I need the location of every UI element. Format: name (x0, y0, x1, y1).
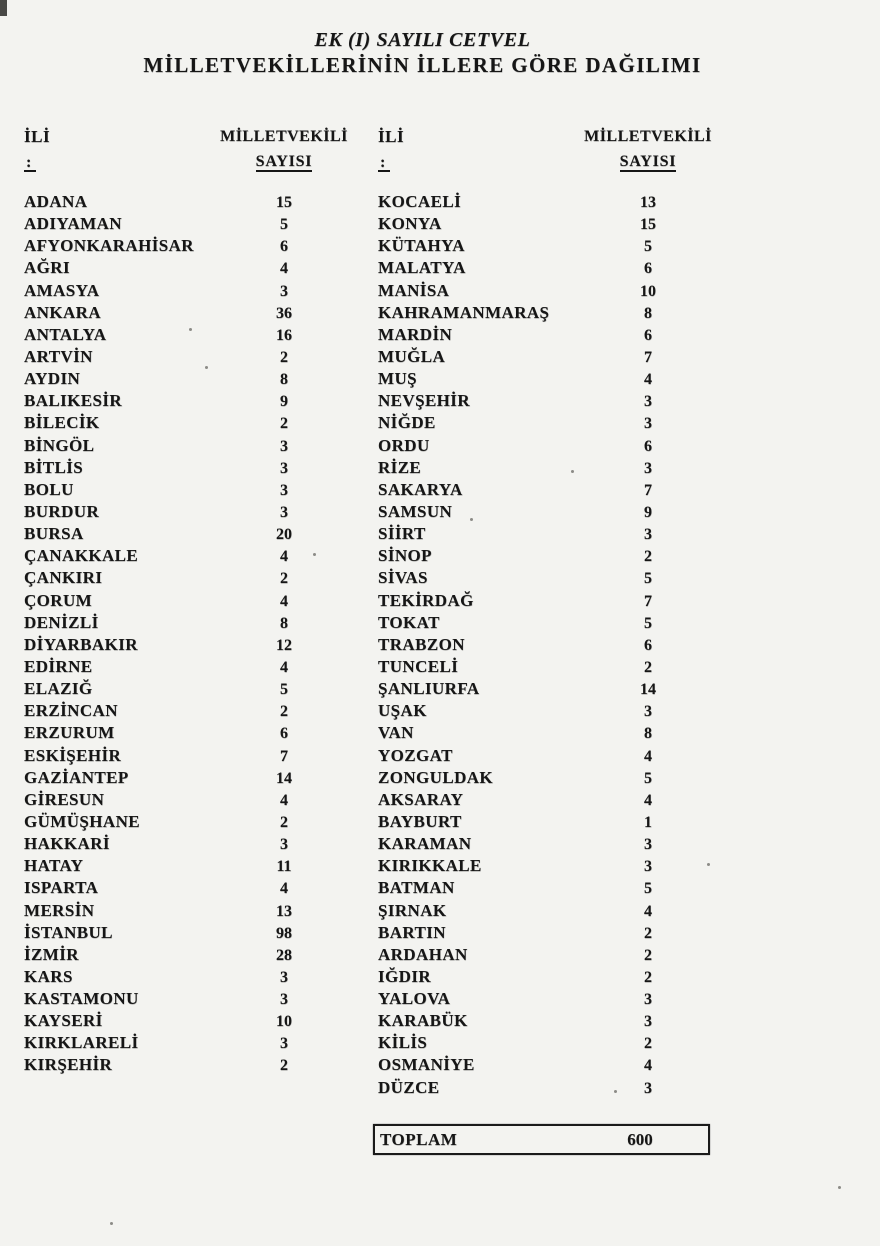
deputy-count: 2 (644, 548, 652, 566)
table-row (378, 413, 688, 435)
table-row (378, 945, 688, 967)
province-name: MARDİN (378, 324, 453, 344)
table-row (378, 679, 688, 701)
column-header-count-left (184, 124, 384, 174)
table-row (24, 258, 324, 280)
deputy-count: 3 (644, 858, 652, 876)
province-name: BİNGÖL (24, 435, 95, 455)
deputy-count: 36 (276, 304, 292, 322)
province-header-label: İLİ (378, 127, 405, 146)
deputy-count: 3 (644, 703, 652, 721)
province-name: ELAZIĞ (24, 679, 93, 699)
deputy-count: 4 (644, 902, 652, 920)
table-row (24, 480, 324, 502)
deputy-count: 3 (280, 282, 288, 300)
scan-speck (614, 1090, 617, 1093)
deputy-count: 3 (280, 1035, 288, 1053)
document-title-block (0, 28, 845, 77)
table-row (378, 258, 688, 280)
table-row (378, 192, 688, 214)
province-name: DİYARBAKIR (24, 634, 138, 654)
table-row (24, 967, 324, 989)
table-row (24, 1033, 324, 1055)
table-row (378, 591, 688, 613)
province-name: ANTALYA (24, 324, 107, 344)
table-row (24, 591, 324, 613)
deputy-count: 3 (644, 459, 652, 477)
table-row (24, 1055, 324, 1077)
deputy-count: 15 (640, 216, 656, 234)
province-name: MUĞLA (378, 346, 446, 366)
table-row (378, 281, 688, 303)
page-title: MİLLETVEKİLLERİNİN İLLERE GÖRE DAĞILIMI (143, 53, 702, 77)
province-name: VAN (378, 723, 414, 743)
column-header-count-right (548, 124, 748, 174)
deputy-count: 8 (644, 725, 652, 743)
total-value: 600 (627, 1130, 653, 1149)
deputy-count: 6 (644, 636, 652, 654)
table-row (378, 502, 688, 524)
table-row (24, 369, 324, 391)
table-row (378, 923, 688, 945)
column-header-province-left (24, 124, 50, 174)
province-name: ARDAHAN (378, 944, 468, 964)
province-name: KOCAELİ (378, 192, 462, 211)
table-row (24, 834, 324, 856)
province-name: ZONGULDAK (378, 767, 494, 787)
province-name: MANİSA (378, 280, 450, 300)
table-row (378, 236, 688, 258)
table-row (378, 480, 688, 502)
deputy-count: 5 (644, 570, 652, 588)
scan-speck (470, 518, 473, 521)
province-name: ESKİŞEHİR (24, 745, 122, 765)
deputy-count: 12 (276, 636, 292, 654)
table-row (378, 391, 688, 413)
table-row (24, 303, 324, 325)
table-row (378, 524, 688, 546)
deputy-count: 7 (280, 747, 288, 765)
deputy-count: 4 (644, 371, 652, 389)
deputy-count: 3 (644, 526, 652, 544)
deputy-count: 3 (280, 437, 288, 455)
deputy-count: 4 (280, 260, 288, 278)
table-row (24, 347, 324, 369)
table-row (378, 901, 688, 923)
province-name: KARS (24, 966, 73, 986)
deputy-count: 3 (280, 459, 288, 477)
province-name: KARABÜK (378, 1011, 468, 1031)
table-row (378, 856, 688, 878)
table-row (378, 635, 688, 657)
province-name: KIRKLARELİ (24, 1033, 139, 1053)
deputy-count: 3 (280, 968, 288, 986)
total-row (373, 1124, 710, 1155)
deputy-count: 28 (276, 946, 292, 964)
column-header-province-right (378, 124, 404, 174)
table-row (378, 1033, 688, 1055)
province-name: KASTAMONU (24, 989, 139, 1009)
table-row (378, 568, 688, 590)
province-name: AMASYA (24, 280, 100, 300)
province-name: NİĞDE (378, 413, 436, 433)
deputy-count: 4 (280, 658, 288, 676)
province-name: KAYSERİ (24, 1011, 103, 1031)
province-name: SİİRT (378, 524, 426, 544)
table-row (24, 812, 324, 834)
deputy-count: 3 (280, 503, 288, 521)
deputy-count: 4 (644, 1057, 652, 1075)
province-name: KIRIKKALE (378, 856, 482, 876)
table-row (378, 347, 688, 369)
province-header-label: İLİ (24, 127, 51, 146)
table-row (24, 192, 324, 214)
province-name: SİNOP (378, 546, 432, 566)
deputy-count: 15 (276, 194, 292, 211)
table-row (24, 502, 324, 524)
province-name: AYDIN (24, 369, 81, 389)
province-name: SAKARYA (378, 479, 463, 499)
annex-title: EK (I) SAYILI CETVEL (314, 29, 531, 51)
table-row (378, 546, 688, 568)
deputy-count: 2 (644, 946, 652, 964)
table-row (24, 989, 324, 1011)
table-row (378, 1011, 688, 1033)
province-name: ARTVİN (24, 346, 93, 366)
deputy-count: 4 (280, 880, 288, 898)
province-name: İZMİR (24, 944, 79, 964)
table-row (24, 281, 324, 303)
deputy-count: 2 (280, 415, 288, 433)
table-row (24, 613, 324, 635)
count-header-label: MİLLETVEKİLİ (220, 128, 348, 145)
province-name: BATMAN (378, 878, 455, 898)
table-row (378, 967, 688, 989)
deputy-count: 4 (644, 747, 652, 765)
deputy-count: 2 (644, 1035, 652, 1053)
province-name: YOZGAT (378, 745, 453, 765)
deputy-count: 5 (280, 681, 288, 699)
count-header-sublabel: SAYISI (619, 153, 677, 170)
province-name: BURSA (24, 524, 84, 544)
table-row (378, 790, 688, 812)
deputy-count: 8 (280, 614, 288, 632)
table-row (24, 701, 324, 723)
deputy-count: 6 (644, 260, 652, 278)
table-row (24, 878, 324, 900)
table-row (378, 303, 688, 325)
deputy-count: 5 (644, 880, 652, 898)
province-name: YALOVA (378, 989, 451, 1009)
deputy-count: 16 (276, 326, 292, 344)
deputy-count: 3 (644, 415, 652, 433)
province-name: BİLECİK (24, 413, 100, 433)
table-row (24, 945, 324, 967)
table-row (24, 635, 324, 657)
province-name: KAHRAMANMARAŞ (378, 302, 550, 322)
deputy-count: 3 (644, 836, 652, 854)
deputy-count: 7 (644, 348, 652, 366)
province-table-left (24, 192, 324, 1078)
province-name: ÇANAKKALE (24, 546, 139, 566)
province-name: UŞAK (378, 701, 427, 721)
deputy-count: 5 (644, 769, 652, 787)
scan-speck (313, 553, 316, 556)
province-header-colon: : (378, 155, 390, 172)
table-row (378, 768, 688, 790)
province-name: ÇANKIRI (24, 568, 103, 588)
province-name: ÇORUM (24, 590, 93, 610)
deputy-count: 3 (280, 836, 288, 854)
deputy-count: 2 (280, 348, 288, 366)
deputy-count: 4 (280, 592, 288, 610)
scan-speck (205, 366, 208, 369)
province-name: ISPARTA (24, 878, 99, 898)
scan-speck (838, 1186, 841, 1189)
deputy-count: 2 (644, 924, 652, 942)
deputy-count: 9 (280, 393, 288, 411)
province-name: BURDUR (24, 501, 100, 521)
province-name: ŞANLIURFA (378, 679, 480, 699)
total-label: TOPLAM (380, 1130, 458, 1149)
table-row (24, 458, 324, 480)
table-row (24, 723, 324, 745)
province-name: KARAMAN (378, 834, 472, 854)
province-name: ADIYAMAN (24, 214, 122, 234)
scan-speck (110, 1222, 113, 1225)
table-row (378, 878, 688, 900)
table-row (24, 746, 324, 768)
count-header-sublabel: SAYISI (255, 153, 313, 170)
table-row (24, 768, 324, 790)
province-name: GİRESUN (24, 789, 105, 809)
deputy-count: 6 (644, 326, 652, 344)
deputy-count: 10 (276, 1013, 292, 1031)
deputy-count: 8 (280, 371, 288, 389)
deputy-count: 2 (644, 658, 652, 676)
scan-speck (189, 328, 192, 331)
table-row (24, 679, 324, 701)
province-name: DENİZLİ (24, 612, 99, 632)
table-row (24, 325, 324, 347)
deputy-count: 4 (644, 791, 652, 809)
province-name: KONYA (378, 214, 442, 234)
table-row (378, 657, 688, 679)
deputy-count: 2 (644, 968, 652, 986)
province-name: NEVŞEHİR (378, 391, 471, 411)
deputy-count: 7 (644, 481, 652, 499)
deputy-count: 4 (280, 791, 288, 809)
table-row (24, 436, 324, 458)
deputy-count: 5 (280, 216, 288, 234)
province-name: RİZE (378, 457, 422, 477)
province-name: TOKAT (378, 612, 440, 632)
deputy-count: 3 (280, 991, 288, 1009)
table-row (378, 1078, 688, 1100)
deputy-count: 3 (644, 1013, 652, 1031)
province-name: ADANA (24, 192, 88, 211)
province-name: İSTANBUL (24, 922, 113, 942)
table-row (24, 657, 324, 679)
province-name: MERSİN (24, 900, 95, 920)
deputy-count: 13 (640, 194, 656, 211)
scan-speck (707, 863, 710, 866)
deputy-count: 2 (280, 1057, 288, 1075)
table-row (24, 413, 324, 435)
table-row (378, 369, 688, 391)
province-name: TEKİRDAĞ (378, 590, 474, 610)
province-name: KİLİS (378, 1033, 428, 1053)
table-row (24, 236, 324, 258)
deputy-count: 11 (276, 858, 292, 876)
table-row (24, 901, 324, 923)
table-row (378, 325, 688, 347)
table-row (378, 1055, 688, 1077)
deputy-count: 2 (280, 703, 288, 721)
province-name: GÜMÜŞHANE (24, 811, 140, 831)
deputy-count: 98 (276, 924, 292, 942)
table-row (378, 613, 688, 635)
province-name: ŞIRNAK (378, 900, 447, 920)
province-name: ERZURUM (24, 723, 115, 743)
deputy-count: 20 (276, 526, 292, 544)
deputy-count: 5 (644, 238, 652, 256)
table-row (378, 989, 688, 1011)
province-name: IĞDIR (378, 966, 432, 986)
province-name: HATAY (24, 856, 84, 876)
province-table-right (378, 192, 688, 1100)
province-name: DÜZCE (378, 1077, 440, 1097)
table-row (24, 1011, 324, 1033)
province-name: ANKARA (24, 302, 102, 322)
deputy-count: 2 (280, 570, 288, 588)
table-row (378, 746, 688, 768)
province-name: BAYBURT (378, 811, 462, 831)
province-name: TUNCELİ (378, 656, 459, 676)
table-row (24, 546, 324, 568)
deputy-count: 3 (644, 991, 652, 1009)
province-name: SAMSUN (378, 501, 453, 521)
deputy-count: 3 (644, 1079, 652, 1097)
province-name: BOLU (24, 479, 74, 499)
deputy-count: 7 (644, 592, 652, 610)
province-name: SİVAS (378, 568, 428, 588)
province-name: AĞRI (24, 258, 70, 278)
province-name: MALATYA (378, 258, 466, 278)
deputy-count: 8 (644, 304, 652, 322)
deputy-count: 6 (644, 437, 652, 455)
table-row (378, 436, 688, 458)
deputy-count: 2 (280, 813, 288, 831)
table-row (24, 524, 324, 546)
province-name: HAKKARİ (24, 834, 110, 854)
province-name: OSMANİYE (378, 1055, 475, 1075)
province-name: KIRŞEHİR (24, 1055, 113, 1075)
table-row (24, 568, 324, 590)
deputy-count: 3 (644, 393, 652, 411)
table-row (378, 458, 688, 480)
deputy-count: 13 (276, 902, 292, 920)
deputy-count: 14 (640, 681, 656, 699)
deputy-count: 9 (644, 503, 652, 521)
province-name: BİTLİS (24, 457, 84, 477)
table-row (24, 214, 324, 236)
province-name: BALIKESİR (24, 391, 123, 411)
deputy-count: 10 (640, 282, 656, 300)
province-name: ORDU (378, 435, 430, 455)
deputy-count: 6 (280, 238, 288, 256)
province-name: GAZİANTEP (24, 767, 129, 787)
deputy-count: 6 (280, 725, 288, 743)
province-name: TRABZON (378, 634, 465, 654)
table-row (24, 790, 324, 812)
table-row (24, 923, 324, 945)
province-header-colon: : (24, 155, 36, 172)
scan-corner-artifact (0, 0, 7, 16)
province-name: ERZİNCAN (24, 701, 118, 721)
deputy-count: 3 (280, 481, 288, 499)
province-name: MUŞ (378, 369, 417, 389)
province-name: AFYONKARAHİSAR (24, 236, 194, 256)
deputy-count: 4 (280, 548, 288, 566)
table-row (378, 812, 688, 834)
table-row (24, 391, 324, 413)
province-name: AKSARAY (378, 789, 464, 809)
province-name: KÜTAHYA (378, 236, 465, 256)
table-row (378, 701, 688, 723)
province-name: BARTIN (378, 922, 446, 942)
table-row (378, 214, 688, 236)
count-header-label: MİLLETVEKİLİ (584, 128, 712, 145)
province-name: EDİRNE (24, 656, 93, 676)
table-row (378, 723, 688, 745)
deputy-count: 1 (644, 813, 652, 831)
scan-speck (571, 470, 574, 473)
deputy-count: 5 (644, 614, 652, 632)
table-row (24, 856, 324, 878)
table-row (378, 834, 688, 856)
deputy-count: 14 (276, 769, 292, 787)
